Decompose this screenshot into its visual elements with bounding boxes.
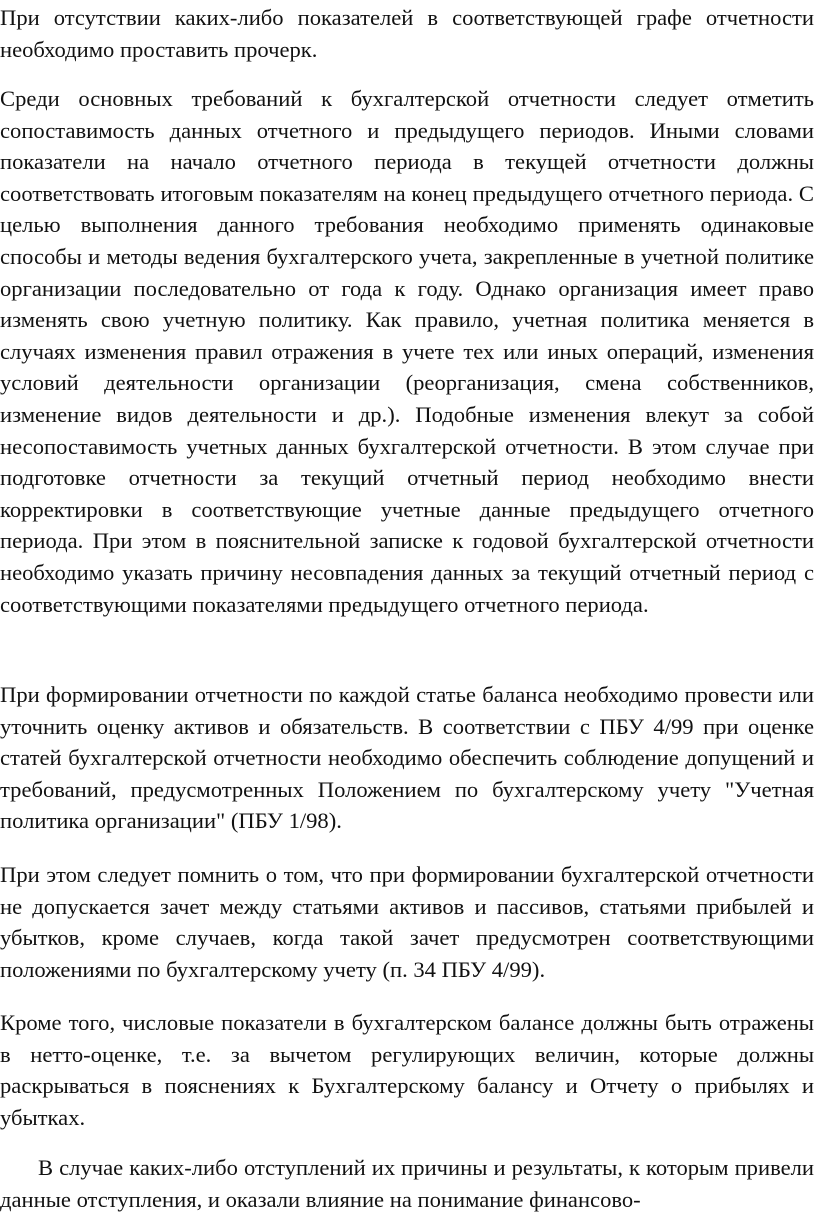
paragraph-deviations: В случае каких-либо отступлений их причины и результаты, к которым привели данные отступления, и оказали влияние на понимание финансово- [0, 1155, 814, 1212]
paragraph-comparability-requirement: Среди основных требований к бухгалтерской отчетности следует отметить сопоставимость данных отчетного и предыдущего периодов. Иными словами показатели на начало отчетного периода в текущей отчетности должны соответствовать итоговым показателям на конец предыдущего отчетного периода. С целью выполнения данного требования необходимо применять одинаковые способы и методы ведения бухгалтерского учета, закрепленные в учетной политике организации последовательно от года к году. Однако организация имеет право изменять свою учетную политику. Как правило, учетная политика меняется в случаях изменения правил отражения в учете тех или иных операций, изменения условий деятельности организации (реорганизация, смена собственников, изменение видов деятельности и др.). Подобные изменения влекут за собой несопоставимость учетных данных бухгалтерской отчетности. В этом случае при подготовке отчетности за текущий отчетный период необходимо внести корректировки в соответствующие учетные данные предыдущего отчетного периода. При этом в пояснительной записке к годовой бухгалтерской отчетности необходимо указать причину несовпадения данных за текущий отчетный период с соответствующими показателями предыдущего отчетного периода. [0, 86, 814, 617]
paragraph-net-valuation: Кроме того, числовые показатели в бухгалтерском балансе должны быть отражены в нетто-оценке, т.е. за вычетом регулирующих величин, которые должны раскрываться в пояснениях к Бухгалтерскому балансу и Отчету о прибылях и убытках. [0, 1010, 814, 1130]
paragraph-assets-valuation: При формировании отчетности по каждой статье баланса необходимо провести или уточнить оценку активов и обязательств. В соответствии с ПБУ 4/99 при оценке статей бухгалтерской отчетности необходимо обеспечить соблюдение допущений и требований, предусмотренных Положением по бухгалтерскому учету "Учетная политика организации" (ПБУ 1/98). [0, 682, 814, 834]
paragraph-no-offsetting: При этом следует помнить о том, что при формировании бухгалтерской отчетности не допускается зачет между статьями активов и пассивов, статьями прибылей и убытков, кроме случаев, когда такой зачет предусмотрен соответствующими положениями по бухгалтерскому учету (п. 34 ПБУ 4/99). [0, 862, 814, 982]
paragraph-missing-indicators: При отсутствии каких-либо показателей в соответствующей графе отчетности необходимо проставить прочерк. [0, 5, 814, 62]
